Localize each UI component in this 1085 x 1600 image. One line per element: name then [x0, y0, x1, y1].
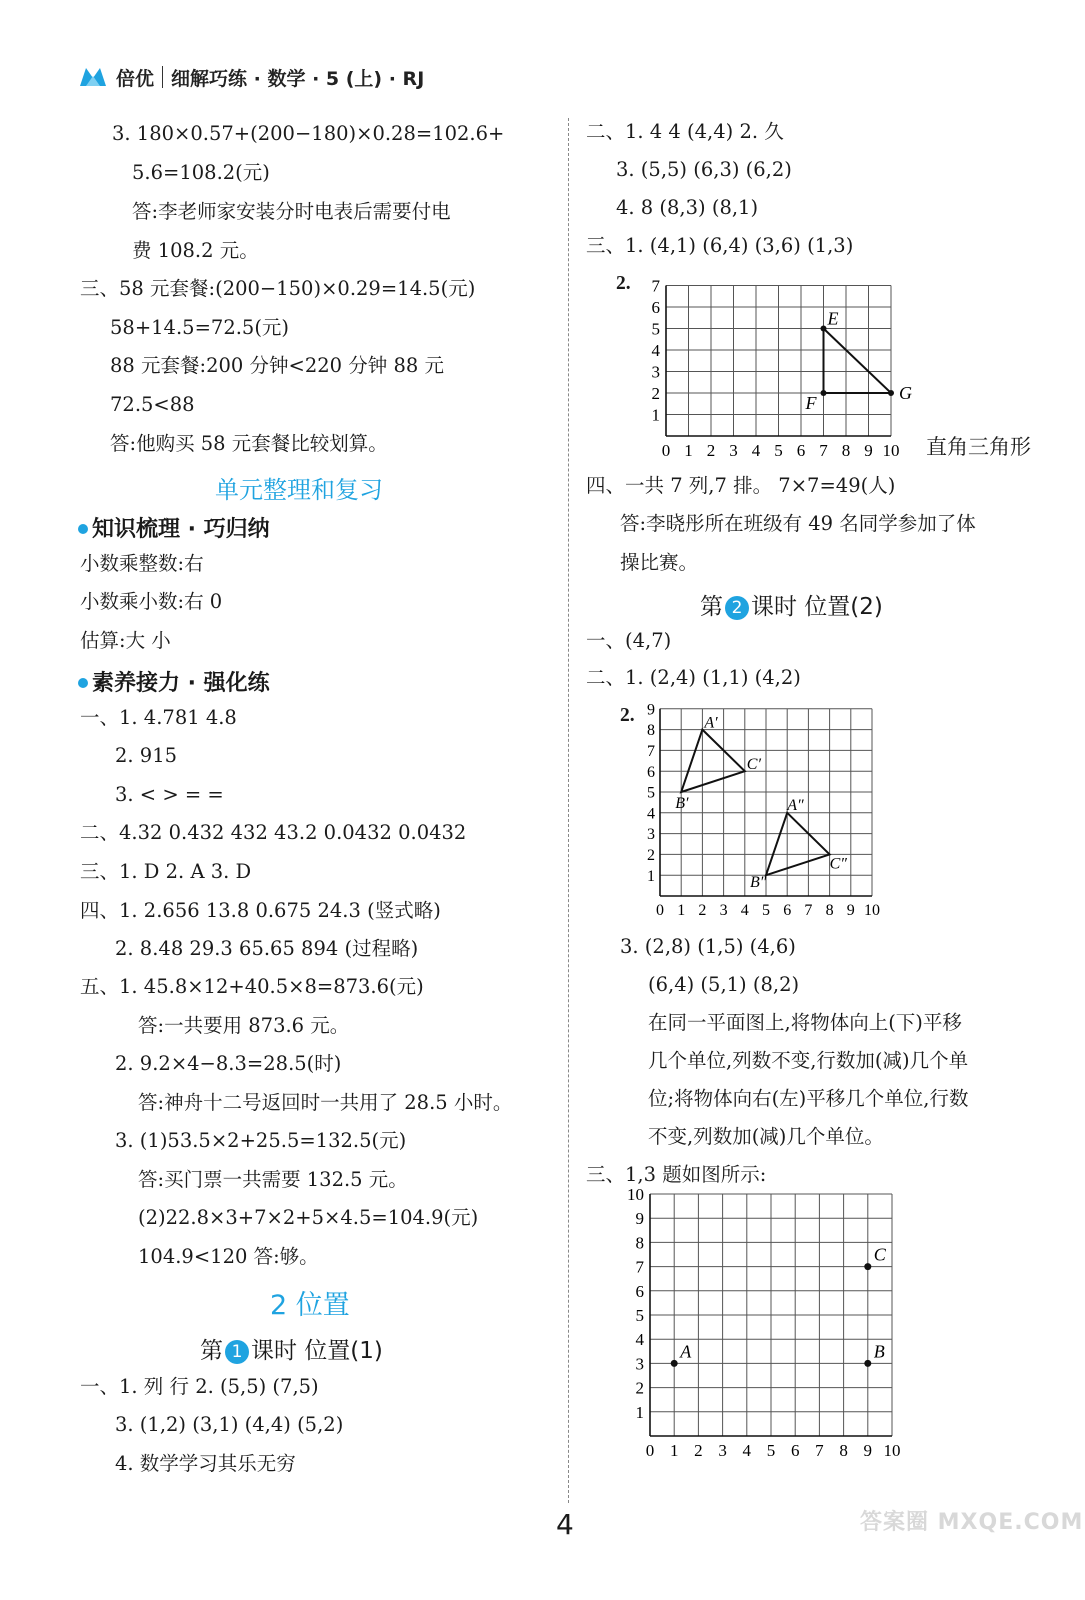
x-tick-label: 4 — [742, 1441, 752, 1460]
brand-name: 倍优 — [116, 67, 155, 90]
chapter-title: 2 位置 — [270, 1290, 350, 1321]
section-knowledge — [78, 512, 270, 543]
y-tick-label: 4 — [647, 805, 655, 823]
vertex-label: A′ — [704, 714, 718, 732]
answer-line: (6,4) (5,1) (8,2) — [648, 973, 800, 996]
answer-line: 答:李老师家安装分时电表后需要付电 — [132, 200, 451, 223]
x-tick-label: 1 — [669, 1441, 679, 1460]
lesson-number-badge: 1 — [225, 1340, 249, 1364]
answer-line: 答:李晓彤所在班级有 49 名同学参加了体 — [620, 512, 976, 535]
lesson-2-title — [700, 588, 883, 621]
answer-line: 2. 915 — [115, 744, 178, 767]
y-tick-label: 9 — [647, 701, 655, 719]
y-tick-label: 2 — [651, 383, 660, 403]
y-tick-label: 8 — [647, 722, 655, 740]
y-tick-label: 4 — [651, 340, 660, 360]
point-label: G — [899, 383, 912, 403]
answer-line: 四、一共 7 列,7 排。 7×7=49(人) — [586, 474, 896, 497]
point-C — [864, 1263, 871, 1270]
y-tick-label: 8 — [635, 1233, 644, 1253]
point-A — [671, 1360, 678, 1367]
y-tick-label: 3 — [647, 826, 655, 844]
x-tick-label: 6 — [796, 441, 806, 460]
x-tick-label: 7 — [819, 441, 828, 460]
answer-line: 3. (2,8) (1,5) (4,6) — [620, 935, 796, 958]
x-tick-label: 6 — [790, 1441, 800, 1460]
y-tick-label: 7 — [647, 743, 655, 760]
x-tick-label: 5 — [762, 902, 770, 919]
answer-line: 2. 8.48 29.3 65.65 894 (过程略) — [115, 937, 419, 960]
x-tick-label: 7 — [804, 902, 813, 919]
point-label: E — [827, 308, 839, 329]
lesson-prefix: 第 — [200, 1338, 223, 1364]
vertex-label: C′ — [746, 756, 761, 774]
x-tick-label: 6 — [783, 902, 792, 919]
answer-line: 三、1,3 题如图所示: — [586, 1163, 767, 1186]
y-tick-label: 1 — [651, 405, 660, 425]
y-tick-label: 1 — [635, 1402, 644, 1422]
section-practice — [78, 666, 270, 697]
x-tick-label: 9 — [864, 441, 873, 460]
y-tick-label: 7 — [651, 276, 660, 296]
y-tick-label: 7 — [635, 1257, 644, 1277]
answer-line: 不变,列数加(减)几个单位。 — [648, 1125, 884, 1148]
answer-line: 操比赛。 — [620, 551, 699, 574]
y-tick-label: 6 — [651, 297, 660, 317]
x-tick-label: 1 — [677, 902, 686, 919]
y-tick-label: 2 — [647, 847, 655, 864]
x-tick-label: 0 — [645, 1441, 655, 1460]
bullet-dot-icon — [78, 524, 88, 534]
answer-line: 五、1. 45.8×12+40.5×8=873.6(元) — [80, 975, 424, 998]
vertex-label: A″ — [787, 796, 804, 814]
answer-line: 四、1. 2.656 13.8 0.675 24.3 (竖式略) — [80, 899, 441, 922]
knowledge-line: 小数乘整数:右 — [80, 552, 204, 575]
vertex-label: B′ — [675, 795, 689, 812]
y-tick-label: 5 — [635, 1305, 644, 1325]
answer-line: 3. (1,2) (3,1) (4,4) (5,2) — [115, 1413, 344, 1436]
y-tick-label: 3 — [635, 1354, 644, 1374]
vertex-label: C″ — [829, 855, 847, 873]
answer-line: (2)22.8×3+7×2+5×4.5=104.9(元) — [138, 1206, 479, 1229]
x-tick-label: 0 — [656, 902, 664, 919]
coordinate-grid-points-abc — [612, 1184, 912, 1480]
x-tick-label: 3 — [719, 902, 728, 919]
bullet-dot-icon — [78, 678, 88, 688]
y-tick-label: 10 — [627, 1184, 644, 1204]
knowledge-line: 小数乘小数:右 0 — [80, 590, 223, 613]
point-G — [888, 390, 894, 396]
answer-line: 费 108.2 元。 — [132, 239, 259, 262]
answer-line: 一、1. 4.781 4.8 — [80, 706, 237, 729]
x-tick-label: 3 — [729, 441, 738, 460]
answer-line: 三、1. (4,1) (6,4) (3,6) (1,3) — [586, 234, 854, 257]
x-tick-label: 5 — [766, 1441, 776, 1460]
point-label: B — [873, 1341, 885, 1362]
answer-line: 88 元套餐:200 分钟<220 分钟 88 元 — [110, 354, 444, 377]
point-label: A — [680, 1341, 692, 1362]
answer-line: 二、1. (2,4) (1,1) (4,2) — [586, 666, 801, 689]
x-tick-label: 10 — [882, 441, 900, 460]
y-tick-label: 5 — [647, 784, 655, 802]
answer-line: 4. 数学学习其乐无穷 — [115, 1452, 296, 1475]
answer-line: 答:神舟十二号返回时一共用了 28.5 小时。 — [138, 1091, 513, 1114]
x-tick-label: 4 — [751, 441, 761, 460]
answer-line: 3. (1)53.5×2+25.5=132.5(元) — [115, 1129, 407, 1152]
x-tick-label: 3 — [718, 1441, 727, 1460]
book-title: 细解巧练 · 数学 · 5 (上) · RJ — [171, 67, 425, 90]
answer-line: 在同一平面图上,将物体向上(下)平移 — [648, 1011, 962, 1034]
x-tick-label: 9 — [863, 1441, 873, 1460]
page-header — [78, 60, 424, 94]
answer-line: 答:一共要用 873.6 元。 — [138, 1014, 350, 1037]
lesson-number-badge: 2 — [725, 596, 749, 620]
answer-line: 三、58 元套餐:(200−150)×0.29=14.5(元) — [80, 277, 476, 300]
section-knowledge-label: 知识梳理 · 巧归纳 — [92, 517, 270, 542]
answer-line: 二、1. 4 4 (4,4) 2. 久 — [586, 120, 784, 143]
y-tick-label: 9 — [635, 1209, 644, 1229]
x-tick-label: 9 — [846, 902, 855, 919]
page-number: 4 — [556, 1508, 574, 1541]
y-tick-label: 6 — [647, 763, 655, 781]
x-tick-label: 7 — [815, 1441, 824, 1460]
answer-line: 2. 9.2×4−8.3=28.5(时) — [115, 1052, 342, 1075]
lesson-suffix: 课时 位置(1) — [251, 1338, 383, 1364]
triangle-abc-prime — [681, 730, 745, 792]
point-E — [821, 326, 827, 332]
y-tick-label: 1 — [647, 867, 655, 885]
y-tick-label: 5 — [651, 319, 660, 339]
answer-line: 72.5<88 — [110, 393, 195, 416]
knowledge-line: 估算:大 小 — [80, 629, 171, 652]
answer-line: 答:他购买 58 元套餐比较划算。 — [110, 432, 388, 455]
x-tick-label: 10 — [864, 902, 880, 919]
section-practice-label: 素养接力 · 强化练 — [92, 671, 270, 696]
y-tick-label: 3 — [651, 362, 660, 382]
answer-line: 4. 8 (8,3) (8,1) — [616, 196, 759, 219]
answer-line: 几个单位,列数不变,行数加(减)几个单 — [648, 1049, 969, 1072]
answer-line: 一、(4,7) — [586, 629, 672, 652]
x-tick-label: 2 — [706, 441, 716, 460]
lesson-suffix: 课时 位置(2) — [751, 594, 883, 620]
x-tick-label: 10 — [883, 1441, 901, 1460]
point-F — [821, 390, 827, 396]
answer-line: 3. < > = = — [115, 783, 224, 806]
x-tick-label: 5 — [774, 441, 783, 460]
answer-line: 58+14.5=72.5(元) — [110, 316, 290, 339]
y-tick-label: 6 — [635, 1281, 644, 1301]
x-tick-label: 2 — [694, 1441, 703, 1460]
answer-line: 5.6=108.2(元) — [132, 161, 270, 184]
x-tick-label: 2 — [698, 902, 707, 919]
unit-review-title: 单元整理和复习 — [215, 476, 383, 504]
coordinate-grid-translated-triangles — [636, 700, 896, 925]
question-number: 2. — [620, 705, 635, 726]
answer-line: 答:买门票一共需要 132.5 元。 — [138, 1168, 408, 1191]
vertex-label: B″ — [750, 874, 767, 892]
answer-line: 三、1. D 2. A 3. D — [80, 860, 252, 883]
triangle-abc-double-prime — [766, 813, 830, 875]
header-separator — [162, 66, 163, 88]
lesson-1-title — [200, 1332, 383, 1365]
x-tick-label: 8 — [841, 441, 851, 460]
triangle-efg — [824, 329, 892, 394]
answer-line: 二、4.32 0.432 432 43.2 0.0432 0.0432 — [80, 821, 467, 844]
answer-line: 一、1. 列 行 2. (5,5) (7,5) — [80, 1375, 319, 1398]
lesson-prefix: 第 — [700, 594, 723, 620]
watermark: 答案圈 MXQE.COM — [860, 1510, 1084, 1535]
grid-caption: 直角三角形 — [926, 435, 1031, 459]
x-tick-label: 8 — [825, 902, 834, 919]
answer-line: 3. 180×0.57+(200−180)×0.28=102.6+ — [112, 122, 505, 145]
x-tick-label: 4 — [740, 902, 749, 919]
x-tick-label: 0 — [661, 441, 671, 460]
answer-line: 位;将物体向右(左)平移几个单位,行数 — [648, 1087, 969, 1110]
point-label: F — [805, 393, 817, 413]
point-label: C — [873, 1244, 886, 1265]
brand-logo-icon — [78, 64, 108, 90]
answer-line: 3. (5,5) (6,3) (6,2) — [616, 158, 792, 181]
y-tick-label: 4 — [635, 1330, 644, 1350]
column-divider — [568, 118, 569, 1503]
answer-line: 104.9<120 答:够。 — [138, 1245, 319, 1268]
x-tick-label: 8 — [839, 1441, 848, 1460]
y-tick-label: 2 — [635, 1378, 644, 1398]
point-B — [864, 1360, 871, 1367]
coordinate-grid-triangle-efg — [640, 272, 930, 462]
question-number: 2. — [616, 273, 631, 294]
x-tick-label: 1 — [684, 441, 693, 460]
